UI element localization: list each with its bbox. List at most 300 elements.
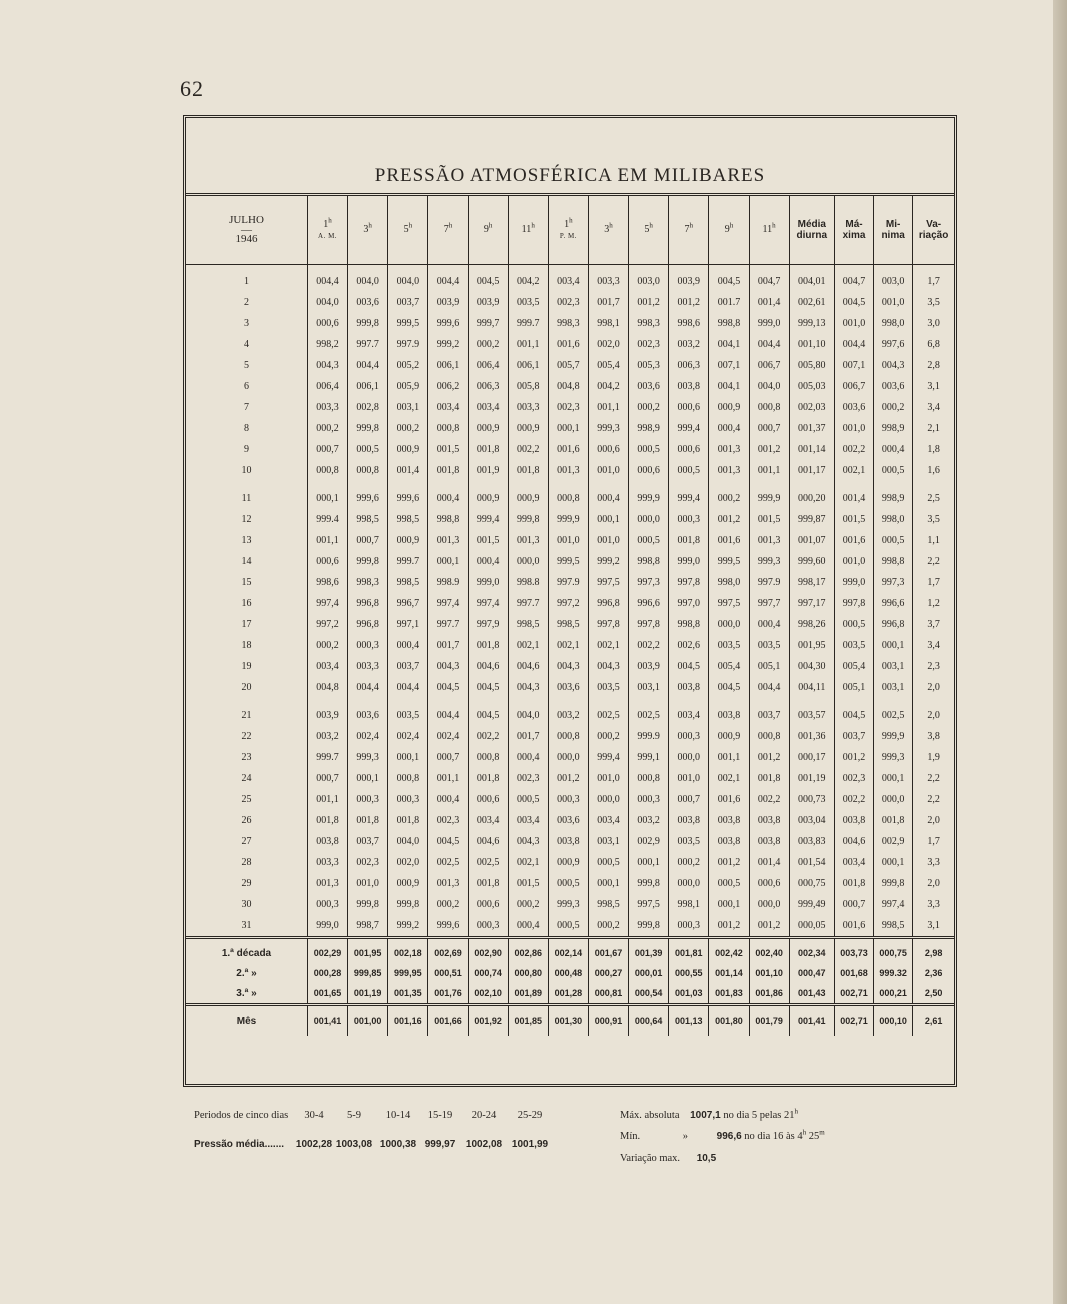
value-cell: 998,1 bbox=[588, 313, 628, 334]
summary-row bbox=[186, 938, 954, 964]
value-cell: 002,5 bbox=[874, 705, 913, 726]
value-cell: 2,3 bbox=[913, 656, 954, 677]
value-cell: 006,7 bbox=[834, 376, 873, 397]
hour-header: 7$^h$ bbox=[428, 196, 468, 265]
value-cell: 004,5 bbox=[709, 677, 749, 698]
value-cell: 999,87 bbox=[789, 509, 834, 530]
value-cell: 3,8 bbox=[913, 726, 954, 747]
value-cell: 000,1 bbox=[348, 768, 388, 789]
value-cell: 003,4 bbox=[548, 265, 588, 293]
value-cell: 000,3 bbox=[348, 789, 388, 810]
value-cell: 000,9 bbox=[388, 873, 428, 894]
value-cell: 000,5 bbox=[709, 873, 749, 894]
value-cell: 001,1 bbox=[307, 789, 347, 810]
value-cell: 997,5 bbox=[709, 593, 749, 614]
value-cell: 000,7 bbox=[348, 530, 388, 551]
value-cell: 001,8 bbox=[468, 873, 508, 894]
value-cell: 001,3 bbox=[428, 530, 468, 551]
value-cell: 999,4 bbox=[468, 509, 508, 530]
value-cell: 001,7 bbox=[508, 726, 548, 747]
value-cell: 000,9 bbox=[709, 397, 749, 418]
summary-row bbox=[186, 983, 954, 1005]
table-row bbox=[186, 334, 954, 355]
value-cell: 997,6 bbox=[874, 334, 913, 355]
value-cell: 000,6 bbox=[468, 789, 508, 810]
value-cell: 999,8 bbox=[348, 313, 388, 334]
value-cell: 001,0 bbox=[834, 418, 873, 439]
table-row bbox=[186, 551, 954, 572]
value-cell: 003,4 bbox=[588, 810, 628, 831]
summary-row bbox=[186, 1005, 954, 1037]
value-cell: 004,5 bbox=[834, 705, 873, 726]
value-cell: 001,8 bbox=[388, 810, 428, 831]
value-cell: 999,4 bbox=[588, 747, 628, 768]
value-cell: 003,8 bbox=[709, 831, 749, 852]
value-cell: 998,9 bbox=[874, 418, 913, 439]
value-cell: 004,4 bbox=[428, 705, 468, 726]
value-cell: 1,8 bbox=[913, 439, 954, 460]
summary-value: 001,80 bbox=[709, 1005, 749, 1037]
value-cell: 001,8 bbox=[428, 460, 468, 481]
value-cell: 000,3 bbox=[388, 789, 428, 810]
summary-value: 000,48 bbox=[548, 963, 588, 983]
value-cell: 001,1 bbox=[508, 334, 548, 355]
value-cell: 007,1 bbox=[709, 355, 749, 376]
value-cell: 001,6 bbox=[548, 334, 588, 355]
value-cell: 003,3 bbox=[307, 397, 347, 418]
value-cell: 004,5 bbox=[428, 677, 468, 698]
day-cell: 4 bbox=[243, 339, 249, 350]
value-cell: 003,1 bbox=[874, 656, 913, 677]
value-cell: 000,0 bbox=[669, 873, 709, 894]
value-cell: 001,1 bbox=[749, 460, 789, 481]
value-cell: 000,8 bbox=[749, 397, 789, 418]
value-cell: 001,2 bbox=[709, 915, 749, 938]
summary-value: 000,80 bbox=[508, 963, 548, 983]
value-cell: 000,2 bbox=[307, 635, 347, 656]
value-cell: 000,5 bbox=[548, 915, 588, 938]
value-cell: 004,0 bbox=[388, 265, 428, 293]
value-cell: 1,6 bbox=[913, 460, 954, 481]
pressure-table bbox=[186, 196, 954, 1036]
value-cell: 2,2 bbox=[913, 768, 954, 789]
summary-value: 000,01 bbox=[629, 963, 669, 983]
value-cell: 000,2 bbox=[508, 894, 548, 915]
value-cell: 997,5 bbox=[629, 894, 669, 915]
var-label: Variação max. bbox=[620, 1153, 681, 1164]
value-cell: 003,6 bbox=[874, 376, 913, 397]
value-cell: 000,2 bbox=[307, 418, 347, 439]
value-cell: 001,4 bbox=[749, 852, 789, 873]
value-cell: 003,7 bbox=[348, 831, 388, 852]
value-cell: 004,5 bbox=[669, 656, 709, 677]
decade-spacer bbox=[186, 481, 954, 488]
value-cell: 999,8 bbox=[629, 915, 669, 938]
value-cell: 004,0 bbox=[749, 376, 789, 397]
summary-value: 001,03 bbox=[669, 983, 709, 1005]
table-row bbox=[186, 656, 954, 677]
summary-label: 3.ª » bbox=[236, 987, 257, 999]
summary-value: 2,50 bbox=[913, 983, 954, 1005]
value-cell: 997.7 bbox=[508, 593, 548, 614]
summary-value: 002,18 bbox=[388, 938, 428, 964]
summary-value: 001,85 bbox=[508, 1005, 548, 1037]
value-cell: 1,7 bbox=[913, 831, 954, 852]
summary-value: 001,66 bbox=[428, 1005, 468, 1037]
value-cell: 002,3 bbox=[348, 852, 388, 873]
summary-value: 999,85 bbox=[348, 963, 388, 983]
summary-value: 001,19 bbox=[348, 983, 388, 1005]
value-cell: 001,3 bbox=[709, 439, 749, 460]
value-cell: 002,2 bbox=[508, 439, 548, 460]
value-cell: 003,5 bbox=[588, 677, 628, 698]
value-cell: 3,7 bbox=[913, 614, 954, 635]
value-cell: 001,2 bbox=[548, 768, 588, 789]
value-cell: 003,9 bbox=[629, 656, 669, 677]
value-cell: 004,0 bbox=[508, 705, 548, 726]
value-cell: 003,4 bbox=[468, 810, 508, 831]
value-cell: 000,9 bbox=[388, 530, 428, 551]
value-cell: 998,5 bbox=[874, 915, 913, 938]
value-cell: 000,8 bbox=[348, 460, 388, 481]
periods-label: Periodos de cinco dias bbox=[194, 1110, 289, 1121]
summary-value: 001,41 bbox=[307, 1005, 347, 1037]
value-cell: 001,8 bbox=[468, 439, 508, 460]
value-cell: 001,2 bbox=[629, 292, 669, 313]
value-cell: 001,6 bbox=[834, 530, 873, 551]
value-cell: 002,1 bbox=[508, 635, 548, 656]
value-cell: 000,4 bbox=[874, 439, 913, 460]
value-cell: 997,3 bbox=[874, 572, 913, 593]
value-cell: 999,8 bbox=[508, 509, 548, 530]
summary-value: 001,81 bbox=[669, 938, 709, 964]
value-cell: 002,3 bbox=[548, 397, 588, 418]
value-cell: 000,5 bbox=[669, 460, 709, 481]
value-cell: 000,8 bbox=[388, 768, 428, 789]
value-cell: 000,0 bbox=[508, 551, 548, 572]
value-cell: 999,2 bbox=[388, 915, 428, 938]
summary-value: 2,36 bbox=[913, 963, 954, 983]
day-cell: 1 bbox=[243, 276, 249, 287]
value-cell: 003,9 bbox=[307, 705, 347, 726]
value-cell: 000,0 bbox=[709, 614, 749, 635]
value-cell: 3,0 bbox=[913, 313, 954, 334]
value-cell: 1,2 bbox=[913, 593, 954, 614]
summary-label: 2.ª » bbox=[236, 967, 257, 979]
value-cell: 004,4 bbox=[307, 265, 347, 293]
value-cell: 000,3 bbox=[669, 509, 709, 530]
value-cell: 000,73 bbox=[789, 789, 834, 810]
value-cell: 003,0 bbox=[874, 265, 913, 293]
value-cell: 000,8 bbox=[307, 460, 347, 481]
summary-value: 000,81 bbox=[588, 983, 628, 1005]
value-cell: 999,3 bbox=[749, 551, 789, 572]
value-cell: 006,2 bbox=[428, 376, 468, 397]
table-row bbox=[186, 488, 954, 509]
value-cell: 998,8 bbox=[629, 551, 669, 572]
table-row bbox=[186, 593, 954, 614]
value-cell: 998,17 bbox=[789, 572, 834, 593]
value-cell: 000,4 bbox=[508, 915, 548, 938]
day-cell: 22 bbox=[241, 731, 252, 742]
value-cell: 001,0 bbox=[588, 768, 628, 789]
value-cell: 005,1 bbox=[749, 656, 789, 677]
summary-value: 002,34 bbox=[789, 938, 834, 964]
value-cell: 003,2 bbox=[548, 705, 588, 726]
value-cell: 003,8 bbox=[669, 677, 709, 698]
value-cell: 002,61 bbox=[789, 292, 834, 313]
value-cell: 001,3 bbox=[428, 873, 468, 894]
summary-value: 000,75 bbox=[874, 938, 913, 964]
value-cell: 000,7 bbox=[669, 789, 709, 810]
day-cell: 5 bbox=[243, 360, 249, 371]
value-cell: 004,2 bbox=[588, 376, 628, 397]
value-cell: 999,5 bbox=[709, 551, 749, 572]
value-cell: 001,5 bbox=[508, 873, 548, 894]
value-cell: 999,5 bbox=[548, 551, 588, 572]
value-cell: 000,0 bbox=[749, 894, 789, 915]
table-row bbox=[186, 265, 954, 293]
value-cell: 999,8 bbox=[629, 873, 669, 894]
value-cell: 999,8 bbox=[874, 873, 913, 894]
period-range: 25-29 bbox=[517, 1110, 543, 1121]
value-cell: 998,7 bbox=[348, 915, 388, 938]
summary-value: 000,28 bbox=[307, 963, 347, 983]
value-cell: 003,8 bbox=[669, 810, 709, 831]
value-cell: 999,0 bbox=[749, 313, 789, 334]
hour-header: 9$^h$ bbox=[709, 196, 749, 265]
value-cell: 003,1 bbox=[588, 831, 628, 852]
value-cell: 001,2 bbox=[709, 509, 749, 530]
day-cell: 24 bbox=[241, 773, 252, 784]
summary-value: 000,74 bbox=[468, 963, 508, 983]
value-cell: 000,2 bbox=[874, 397, 913, 418]
value-cell: 003,8 bbox=[669, 376, 709, 397]
value-cell: 000,2 bbox=[669, 852, 709, 873]
value-cell: 003,8 bbox=[834, 810, 873, 831]
table-row bbox=[186, 355, 954, 376]
day-cell: 20 bbox=[241, 682, 252, 693]
value-cell: 2,0 bbox=[913, 810, 954, 831]
day-cell: 8 bbox=[243, 423, 249, 434]
value-cell: 004,11 bbox=[789, 677, 834, 698]
value-cell: 000,1 bbox=[307, 488, 347, 509]
summary-value: 001,10 bbox=[749, 963, 789, 983]
summary-value: 001,86 bbox=[749, 983, 789, 1005]
value-cell: 001,10 bbox=[789, 334, 834, 355]
day-cell: 10 bbox=[241, 465, 252, 476]
value-cell: 006,4 bbox=[468, 355, 508, 376]
table-row bbox=[186, 726, 954, 747]
value-cell: 003,3 bbox=[307, 852, 347, 873]
value-cell: 999,3 bbox=[874, 747, 913, 768]
table-row bbox=[186, 509, 954, 530]
hour-header: 3$^h$ bbox=[348, 196, 388, 265]
value-cell: 004,5 bbox=[468, 265, 508, 293]
value-cell: 002,4 bbox=[388, 726, 428, 747]
summary-value: 001,39 bbox=[629, 938, 669, 964]
value-cell: 002,2 bbox=[834, 439, 873, 460]
value-cell: 003,8 bbox=[548, 831, 588, 852]
summary-value: 000,64 bbox=[629, 1005, 669, 1037]
value-cell: 006,7 bbox=[749, 355, 789, 376]
value-cell: 000,6 bbox=[749, 873, 789, 894]
value-cell: 005,7 bbox=[548, 355, 588, 376]
value-cell: 002,4 bbox=[348, 726, 388, 747]
value-cell: 998,1 bbox=[669, 894, 709, 915]
value-cell: 002,5 bbox=[468, 852, 508, 873]
value-cell: 000,8 bbox=[468, 747, 508, 768]
value-cell: 005,80 bbox=[789, 355, 834, 376]
summary-value: 000,51 bbox=[428, 963, 468, 983]
value-cell: 3,5 bbox=[913, 292, 954, 313]
value-cell: 999,6 bbox=[388, 488, 428, 509]
value-cell: 001,0 bbox=[669, 768, 709, 789]
summary-value: 000,91 bbox=[588, 1005, 628, 1037]
value-cell: 998,9 bbox=[874, 488, 913, 509]
value-cell: 002,3 bbox=[548, 292, 588, 313]
value-cell: 000,4 bbox=[388, 635, 428, 656]
day-cell: 21 bbox=[241, 710, 252, 721]
value-cell: 000,4 bbox=[588, 488, 628, 509]
value-cell: 004,3 bbox=[874, 355, 913, 376]
value-cell: 2,0 bbox=[913, 705, 954, 726]
value-cell: 000,2 bbox=[388, 418, 428, 439]
value-cell: 001,3 bbox=[548, 460, 588, 481]
value-cell: 005,4 bbox=[588, 355, 628, 376]
value-cell: 003,6 bbox=[629, 376, 669, 397]
value-cell: 002,2 bbox=[629, 635, 669, 656]
year-label: 1946 bbox=[235, 233, 258, 245]
value-cell: 000,3 bbox=[548, 789, 588, 810]
value-cell: 998,3 bbox=[548, 313, 588, 334]
day-cell: 18 bbox=[241, 640, 252, 651]
value-cell: 002,2 bbox=[834, 789, 873, 810]
value-cell: 999,13 bbox=[789, 313, 834, 334]
table-row bbox=[186, 376, 954, 397]
value-cell: 000,6 bbox=[669, 439, 709, 460]
value-cell: 001,1 bbox=[588, 397, 628, 418]
value-cell: 004,1 bbox=[709, 376, 749, 397]
value-cell: 997,4 bbox=[468, 593, 508, 614]
day-cell: 27 bbox=[241, 836, 252, 847]
value-cell: 999,3 bbox=[348, 747, 388, 768]
day-cell: 28 bbox=[241, 857, 252, 868]
value-cell: 998,5 bbox=[388, 509, 428, 530]
table-row bbox=[186, 292, 954, 313]
value-cell: 004,4 bbox=[348, 677, 388, 698]
table-row bbox=[186, 313, 954, 334]
value-cell: 997,4 bbox=[874, 894, 913, 915]
value-cell: 000,5 bbox=[834, 614, 873, 635]
value-cell: 000,4 bbox=[468, 551, 508, 572]
value-cell: 999,2 bbox=[588, 551, 628, 572]
value-cell: 001,4 bbox=[749, 292, 789, 313]
value-cell: 000,6 bbox=[307, 313, 347, 334]
value-cell: 002,9 bbox=[629, 831, 669, 852]
value-cell: 003,6 bbox=[834, 397, 873, 418]
value-cell: 001,4 bbox=[388, 460, 428, 481]
value-cell: 002,6 bbox=[669, 635, 709, 656]
value-cell: 997,9 bbox=[468, 614, 508, 635]
value-cell: 000,5 bbox=[629, 439, 669, 460]
value-cell: 000,9 bbox=[468, 418, 508, 439]
table-row bbox=[186, 894, 954, 915]
summary-value: 001,43 bbox=[789, 983, 834, 1005]
value-cell: 003,8 bbox=[709, 705, 749, 726]
hour-header: 5$^h$ bbox=[388, 196, 428, 265]
value-cell: 005,8 bbox=[508, 376, 548, 397]
value-cell: 2,8 bbox=[913, 355, 954, 376]
max-when: no dia 5 pelas 21 bbox=[723, 1110, 795, 1121]
table-row bbox=[186, 614, 954, 635]
value-cell: 997,8 bbox=[834, 593, 873, 614]
value-cell: 998,2 bbox=[307, 334, 347, 355]
value-cell: 003,7 bbox=[388, 656, 428, 677]
value-cell: 003,1 bbox=[874, 677, 913, 698]
max-absolute: Máx. absoluta 1007,1 no dia 5 pelas 21$^h$ bbox=[620, 1107, 798, 1121]
value-cell: 997,1 bbox=[388, 614, 428, 635]
value-cell: 6,8 bbox=[913, 334, 954, 355]
decade-spacer bbox=[186, 698, 954, 705]
table-row bbox=[186, 810, 954, 831]
table-row bbox=[186, 439, 954, 460]
value-cell: 3,1 bbox=[913, 915, 954, 938]
value-cell: 001,8 bbox=[749, 768, 789, 789]
value-cell: 000,1 bbox=[548, 418, 588, 439]
summary-value: 001,92 bbox=[468, 1005, 508, 1037]
value-cell: 000,1 bbox=[428, 551, 468, 572]
value-cell: 001,95 bbox=[789, 635, 834, 656]
value-cell: 003,2 bbox=[669, 334, 709, 355]
value-cell: 000,6 bbox=[669, 397, 709, 418]
value-cell: 000,0 bbox=[588, 789, 628, 810]
value-cell: 998.8 bbox=[508, 572, 548, 593]
value-cell: 000,5 bbox=[588, 852, 628, 873]
hour-header: 1$^h$ A. M. bbox=[307, 196, 347, 265]
value-cell: 000,5 bbox=[348, 439, 388, 460]
value-cell: 998,5 bbox=[588, 894, 628, 915]
value-cell: 001,8 bbox=[348, 810, 388, 831]
value-cell: 998,8 bbox=[874, 551, 913, 572]
value-cell: 2,2 bbox=[913, 789, 954, 810]
value-cell: 000,8 bbox=[749, 726, 789, 747]
value-cell: 002,5 bbox=[629, 705, 669, 726]
value-cell: 997.9 bbox=[388, 334, 428, 355]
value-cell: 1,7 bbox=[913, 265, 954, 293]
value-cell: 003,4 bbox=[428, 397, 468, 418]
value-cell: 997.7 bbox=[428, 614, 468, 635]
value-cell: 004,5 bbox=[834, 292, 873, 313]
value-cell: 005,2 bbox=[388, 355, 428, 376]
summary-value: 001,83 bbox=[709, 983, 749, 1005]
value-cell: 2,2 bbox=[913, 551, 954, 572]
variacao-header: Va- riação bbox=[913, 196, 954, 265]
summary-value: 002,14 bbox=[548, 938, 588, 964]
value-cell: 001,0 bbox=[588, 530, 628, 551]
value-cell: 000,9 bbox=[709, 726, 749, 747]
value-cell: 999.7 bbox=[508, 313, 548, 334]
summary-value: 999,95 bbox=[388, 963, 428, 983]
value-cell: 002,3 bbox=[629, 334, 669, 355]
value-cell: 003,4 bbox=[468, 397, 508, 418]
summary-label: Mês bbox=[186, 1005, 307, 1037]
value-cell: 999,9 bbox=[548, 509, 588, 530]
value-cell: 000,7 bbox=[749, 418, 789, 439]
value-cell: 1,9 bbox=[913, 747, 954, 768]
value-cell: 005,4 bbox=[834, 656, 873, 677]
summary-value: 002,29 bbox=[307, 938, 347, 964]
